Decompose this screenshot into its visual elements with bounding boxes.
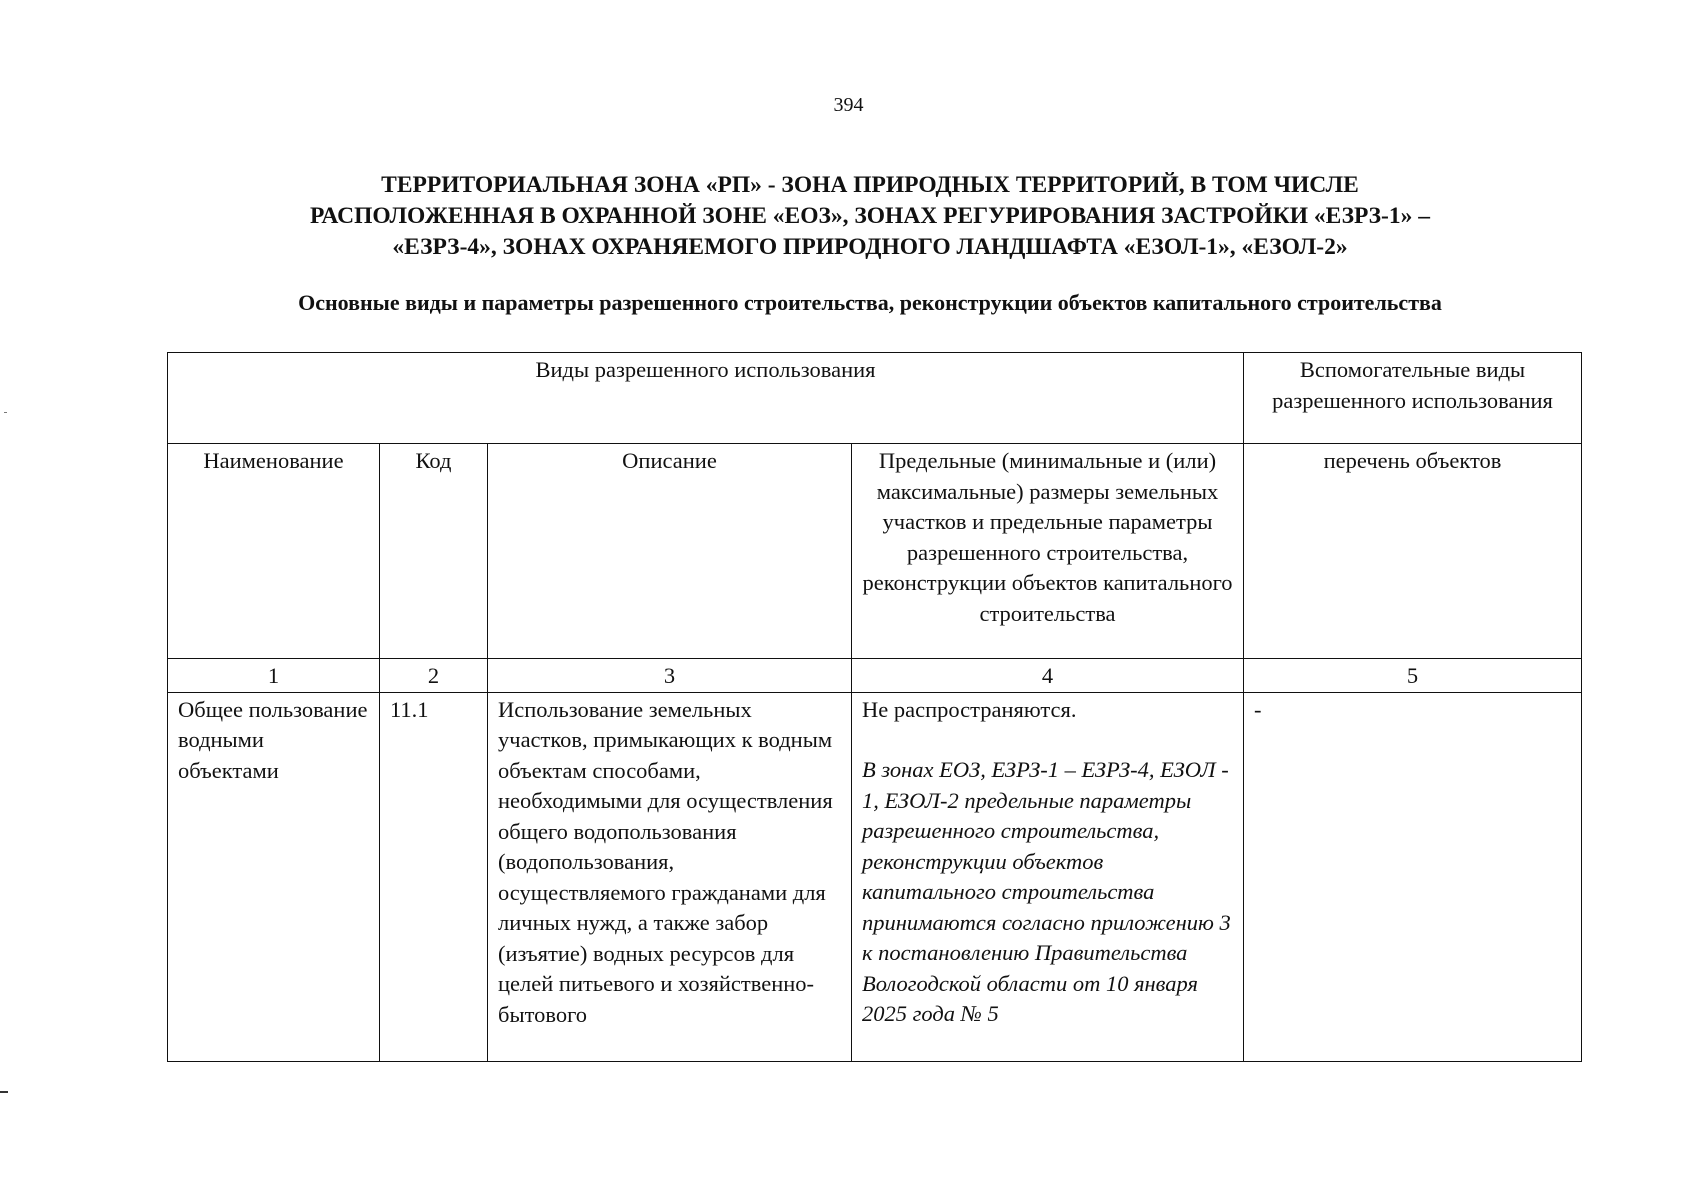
column-number: 4 (852, 659, 1244, 693)
cell-code: 11.1 (380, 692, 488, 1062)
limits-note-text: В зонах ЕОЗ, ЕЗРЗ-1 – ЕЗРЗ-4, ЕЗОЛ - 1, ЕЗОЛ-2 предельные параметры разрешенного строительства, реконструкции объектов капитального строительства принимаются согласно приложению 3 к постановлению Правительства Вологодской области от 10 января 2025 года № 5 (862, 757, 1231, 1026)
table-column-header-row (168, 444, 1582, 659)
column-number: 2 (380, 659, 488, 693)
column-number: 3 (488, 659, 852, 693)
column-header-code: Код (380, 444, 488, 659)
group-header-main: Виды разрешенного использования (168, 353, 1244, 444)
column-header-limits: Предельные (минимальные и (или) максимальные) размеры земельных участков и предельные параметры разрешенного строительства, реконструкции объектов капитального строительства (852, 444, 1244, 659)
zone-title-line: «ЕЗРЗ-4», ЗОНАХ ОХРАНЯЕМОГО ПРИРОДНОГО ЛАНДШАФТА «ЕЗОЛ-1», «ЕЗОЛ-2» (392, 234, 1348, 260)
table-column-number-row (168, 659, 1582, 693)
column-header-objects: перечень объектов (1244, 444, 1582, 659)
group-header-auxiliary: Вспомогательные виды разрешенного использования (1244, 353, 1582, 444)
column-header-name: Наименование (168, 444, 380, 659)
zone-title-line: РАСПОЛОЖЕННАЯ В ОХРАННОЙ ЗОНЕ «ЕОЗ», ЗОНАХ РЕГУРИРОВАНИЯ ЗАСТРОЙКИ «ЕЗРЗ-1» – (309, 203, 1431, 229)
table-group-header-row (168, 353, 1582, 444)
permitted-use-table (167, 352, 1582, 1062)
scan-artifact (0, 1091, 8, 1093)
column-number: 1 (168, 659, 380, 693)
limits-main-text: Не распространяются. (862, 696, 1077, 722)
cell-description: Использование земельных участков, примыкающих к водным объектам способами, необходимыми для осуществления общего водопользования (водопользования, осуществляемого гражданами для личных нужд, а также забор (изъятие) водных ресурсов для целей питьевого и хозяйственно-бытового (488, 692, 852, 1062)
scan-artifact (4, 412, 7, 413)
zone-title (200, 170, 1540, 263)
cell-limits (852, 692, 1244, 1062)
table-row (168, 692, 1582, 1062)
zone-title-line: ТЕРРИТОРИАЛЬНАЯ ЗОНА «РП» - ЗОНА ПРИРОДНЫХ ТЕРРИТОРИЙ, В ТОМ ЧИСЛЕ (381, 172, 1359, 198)
page-number: 394 (833, 94, 864, 116)
section-title: Основные виды и параметры разрешенного строительства, реконструкции объектов капитального строительства (298, 290, 1442, 315)
cell-objects: - (1244, 692, 1582, 1062)
column-header-description: Описание (488, 444, 852, 659)
cell-name: Общее пользование водными объектами (168, 692, 380, 1062)
column-number: 5 (1244, 659, 1582, 693)
